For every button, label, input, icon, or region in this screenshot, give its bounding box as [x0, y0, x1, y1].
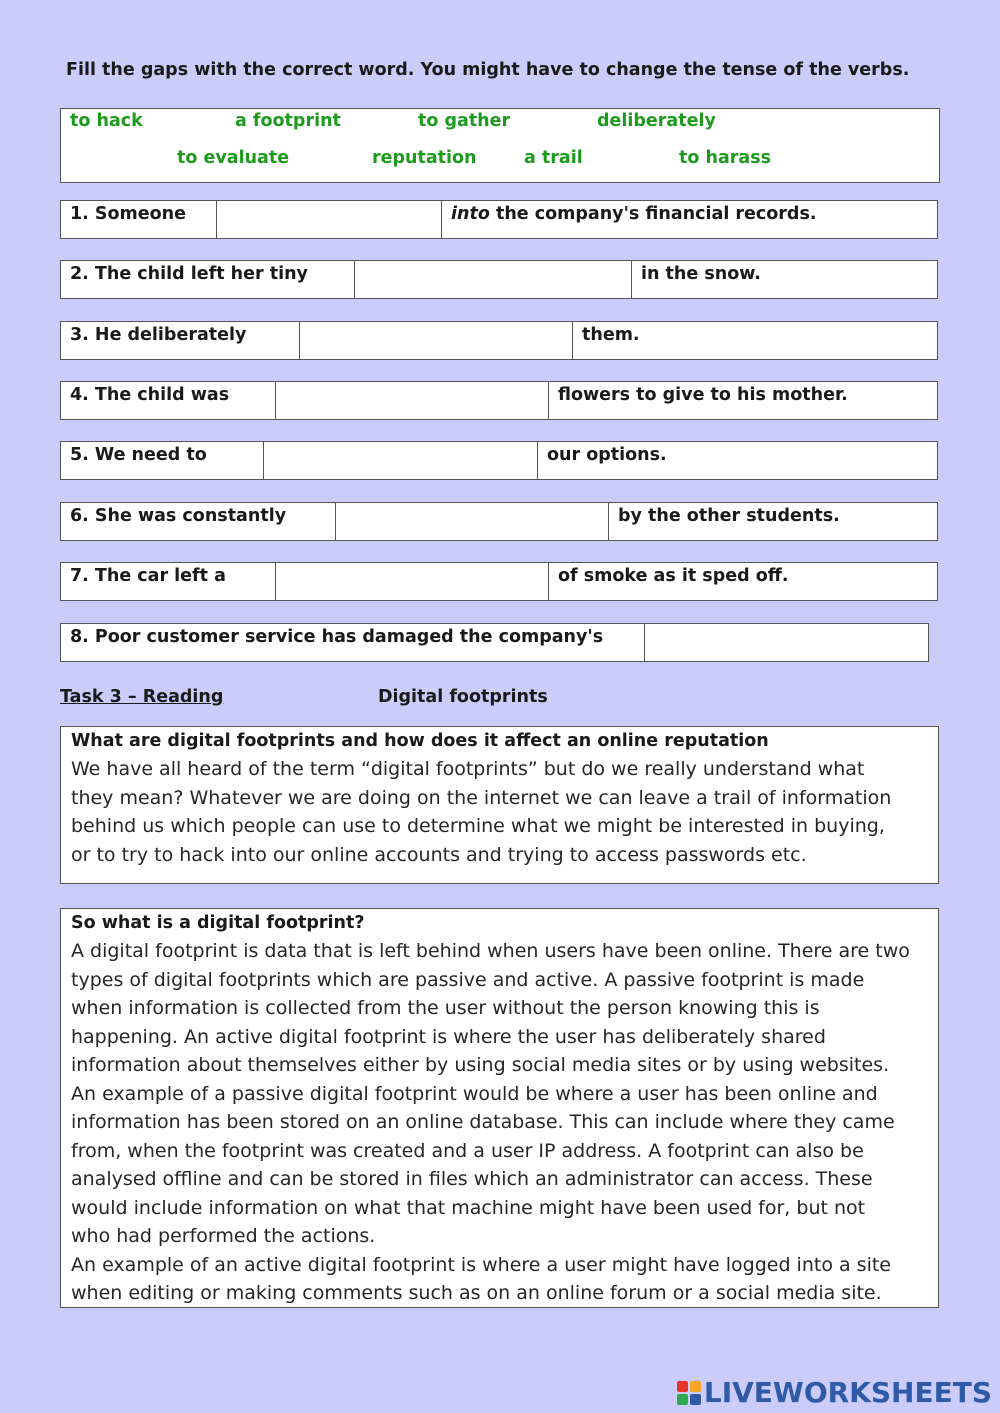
- gap-cell: [275, 382, 549, 419]
- logo-square: [690, 1381, 701, 1392]
- gap-input-4[interactable]: [276, 382, 548, 419]
- reading-line: analysed offline and can be stored in files which an administrator can access. These: [71, 1168, 873, 1190]
- exercise-continuation: in the snow.: [641, 264, 761, 284]
- reading-box-1: [60, 726, 939, 884]
- exercise-prompt: 1. Someone: [70, 204, 186, 224]
- word-bank: [60, 108, 940, 183]
- word-bank-item: a footprint: [235, 111, 341, 131]
- task-subtitle: Digital footprints: [378, 687, 548, 707]
- exercise-prompt: 5. We need to: [70, 445, 207, 465]
- reading-line: or to try to hack into our online accounts and trying to access passwords etc.: [71, 843, 807, 866]
- exercise-continuation: our options.: [547, 445, 667, 465]
- exercise-continuation: flowers to give to his mother.: [558, 385, 848, 405]
- gap-cell: [216, 201, 442, 238]
- gap-cell: [335, 503, 609, 540]
- reading-line: would include information on what that machine might have been used for, but not: [71, 1196, 866, 1219]
- gap-cell: [275, 563, 549, 600]
- gap-input-7[interactable]: [276, 563, 548, 600]
- exercise-row-6: [60, 502, 938, 541]
- exercise-prompt: 2. The child left her tiny: [70, 264, 308, 284]
- exercise-row-5: [60, 441, 938, 480]
- gap-input-1[interactable]: [217, 201, 441, 238]
- reading-box-2: [60, 908, 939, 1308]
- gap-cell: [354, 261, 632, 298]
- exercise-continuation: [442, 201, 937, 238]
- exercise-continuation: them.: [582, 325, 640, 345]
- reading-line: types of digital footprints which are passive and active. A passive footprint is made: [71, 968, 865, 991]
- gap-input-5[interactable]: [264, 442, 537, 479]
- word-bank-item: deliberately: [597, 111, 716, 131]
- reading-line: from, when the footprint was created and a user IP address. A footprint can also be: [71, 1139, 864, 1162]
- exercise-continuation: by the other students.: [618, 506, 840, 526]
- exercise-prompt: 6. She was constantly: [70, 506, 287, 526]
- reading-line: An example of an active digital footprint is where a user might have logged into a site: [71, 1253, 891, 1276]
- logo-square: [677, 1394, 688, 1405]
- reading-line: who had performed the actions.: [71, 1225, 376, 1247]
- logo-text: LIVEWORKSHEETS: [703, 1376, 992, 1409]
- logo-square: [690, 1394, 701, 1405]
- word-bank-item: to evaluate: [177, 148, 290, 168]
- exercise-row-3: [60, 321, 938, 360]
- exercise-row-4: [60, 381, 938, 420]
- gap-cell: [263, 442, 538, 479]
- exercise-row-8: [60, 623, 929, 662]
- word-bank-item: reputation: [372, 148, 477, 168]
- word-bank-item: to harass: [679, 148, 772, 168]
- gap-input-6[interactable]: [336, 503, 608, 540]
- liveworksheets-logo[interactable]: [677, 1376, 992, 1409]
- gap-input-8[interactable]: [645, 624, 928, 661]
- exercise-prompt: 3. He deliberately: [70, 325, 247, 345]
- task-title: Task 3 – Reading: [60, 687, 224, 707]
- logo-mark-icon: [677, 1381, 701, 1405]
- reading-heading: So what is a digital footprint?: [71, 913, 365, 933]
- reading-line: An example of a passive digital footprint would be where a user has been online and: [71, 1082, 878, 1105]
- continuation-text: the company's financial records.: [489, 204, 817, 224]
- instruction: Fill the gaps with the correct word. You might have to change the tense of the verbs.: [66, 60, 910, 80]
- italic-word: into: [451, 204, 490, 224]
- logo-square: [677, 1381, 688, 1392]
- reading-line: information about themselves either by using social media sites or by using websites.: [71, 1054, 890, 1076]
- gap-input-3[interactable]: [300, 322, 572, 359]
- gap-input-2[interactable]: [355, 261, 631, 298]
- gap-cell: [644, 624, 928, 661]
- reading-line: behind us which people can use to determine what we might be interested in buying,: [71, 815, 885, 837]
- reading-line: when information is collected from the user without the person knowing this is: [71, 997, 820, 1019]
- reading-line: information has been stored on an online database. This can include where they came: [71, 1111, 895, 1133]
- exercise-prompt: 7. The car left a: [70, 566, 226, 586]
- reading-heading: What are digital footprints and how does it affect an online reputation: [71, 731, 769, 751]
- gap-cell: [299, 322, 573, 359]
- exercise-row-1: [60, 200, 938, 239]
- exercise-continuation: of smoke as it sped off.: [558, 566, 789, 586]
- word-bank-item: to hack: [70, 111, 143, 131]
- word-bank-item: to gather: [418, 111, 511, 131]
- word-bank-item: a trail: [524, 148, 583, 168]
- reading-line: We have all heard of the term “digital footprints” but do we really understand what: [71, 758, 865, 780]
- reading-line: they mean? Whatever we are doing on the internet we can leave a trail of information: [71, 786, 892, 809]
- exercise-prompt: 4. The child was: [70, 385, 230, 405]
- reading-line: happening. An active digital footprint is where the user has deliberately shared: [71, 1025, 826, 1048]
- reading-line: when editing or making comments such as on an online forum or a social media site.: [71, 1282, 882, 1304]
- reading-line: A digital footprint is data that is left behind when users have been online. There are two: [71, 940, 910, 962]
- exercise-row-7: [60, 562, 938, 601]
- exercise-prompt: 8. Poor customer service has damaged the company's: [70, 627, 604, 647]
- exercise-row-2: [60, 260, 938, 299]
